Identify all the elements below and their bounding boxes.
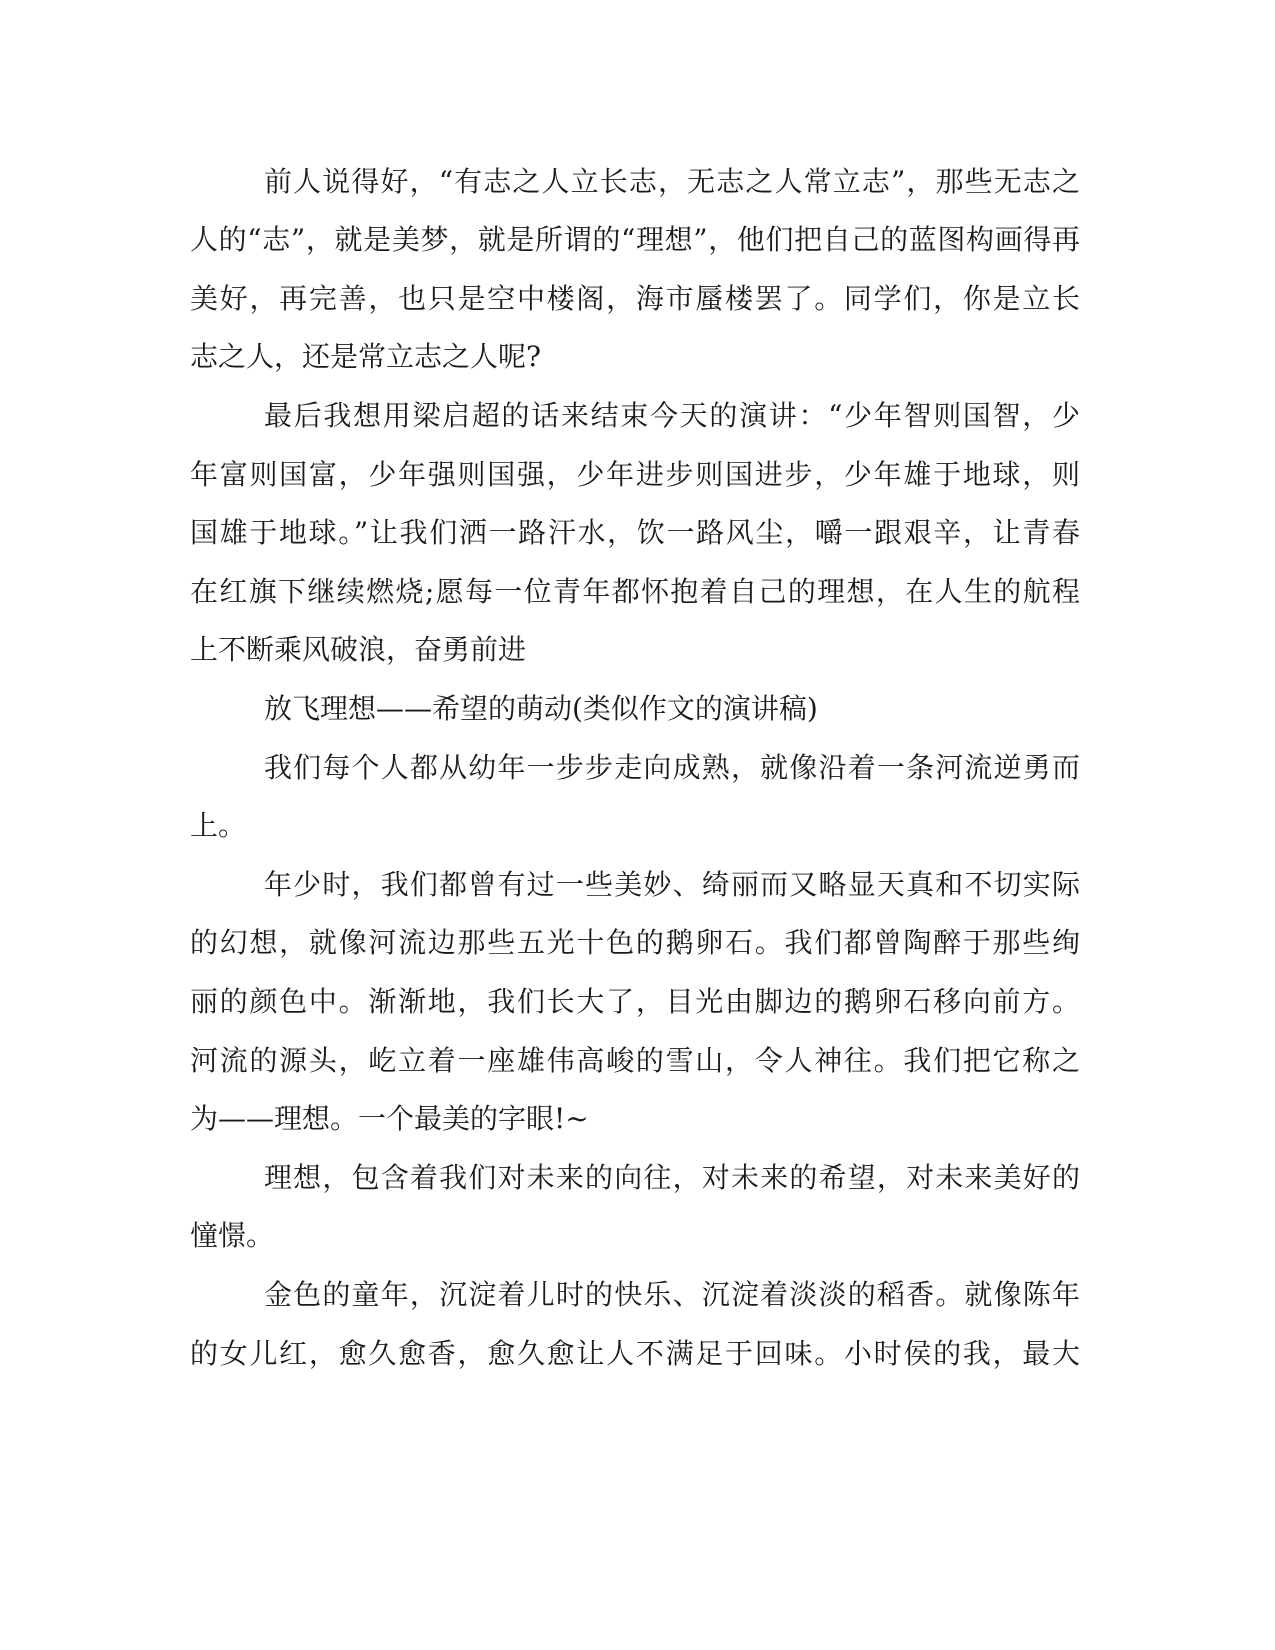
body-text-line: 上。 bbox=[190, 809, 247, 842]
body-text-line: 美好，再完善，也只是空中楼阁，海市蜃楼罢了。同学们，你是立长 bbox=[190, 282, 1080, 315]
body-text-line: 为——理想。一个最美的字眼!~ bbox=[190, 1102, 589, 1135]
body-text-line: 憧憬。 bbox=[190, 1219, 275, 1252]
body-text-line: 最后我想用梁启超的话来结束今天的演讲：“少年智则国智，少 bbox=[264, 399, 1080, 432]
body-text-line: 理想，包含着我们对未来的向往，对未来的希望，对未来美好的 bbox=[264, 1161, 1080, 1194]
body-text-line: 丽的颜色中。渐渐地，我们长大了，目光由脚边的鹅卵石移向前方。 bbox=[190, 985, 1080, 1018]
body-text-line: 国雄于地球。”让我们洒一路汗水，饮一路风尘，嚼一跟艰辛，让青春 bbox=[190, 516, 1080, 549]
section-heading: 放飞理想——希望的萌动(类似作文的演讲稿) bbox=[264, 692, 818, 725]
body-text-line: 在红旗下继续燃烧;愿每一位青年都怀抱着自己的理想，在人生的航程 bbox=[190, 575, 1080, 608]
body-text-line: 我们每个人都从幼年一步步走向成熟，就像沿着一条河流逆勇而 bbox=[264, 751, 1080, 784]
body-text-line: 志之人，还是常立志之人呢? bbox=[190, 340, 542, 373]
body-text-line: 的女儿红，愈久愈香，愈久愈让人不满足于回味。小时侯的我，最大 bbox=[190, 1337, 1080, 1370]
body-text-line: 人的“志”，就是美梦，就是所谓的“理想”，他们把自己的蓝图构画得再 bbox=[190, 223, 1080, 256]
body-text-line: 前人说得好，“有志之人立长志，无志之人常立志”，那些无志之 bbox=[264, 165, 1080, 198]
body-text-line: 的幻想，就像河流边那些五光十色的鹅卵石。我们都曾陶醉于那些绚 bbox=[190, 926, 1080, 959]
body-text-line: 年少时，我们都曾有过一些美妙、绮丽而又略显天真和不切实际 bbox=[264, 868, 1080, 901]
body-text-line: 金色的童年，沉淀着儿时的快乐、沉淀着淡淡的稻香。就像陈年 bbox=[264, 1278, 1080, 1311]
body-text-line: 年富则国富，少年强则国强，少年进步则国进步，少年雄于地球，则 bbox=[190, 458, 1080, 491]
body-text-line: 上不断乘风破浪，奋勇前进 bbox=[190, 633, 527, 666]
body-text-line: 河流的源头，屹立着一座雄伟高峻的雪山，令人神往。我们把它称之 bbox=[190, 1044, 1080, 1077]
